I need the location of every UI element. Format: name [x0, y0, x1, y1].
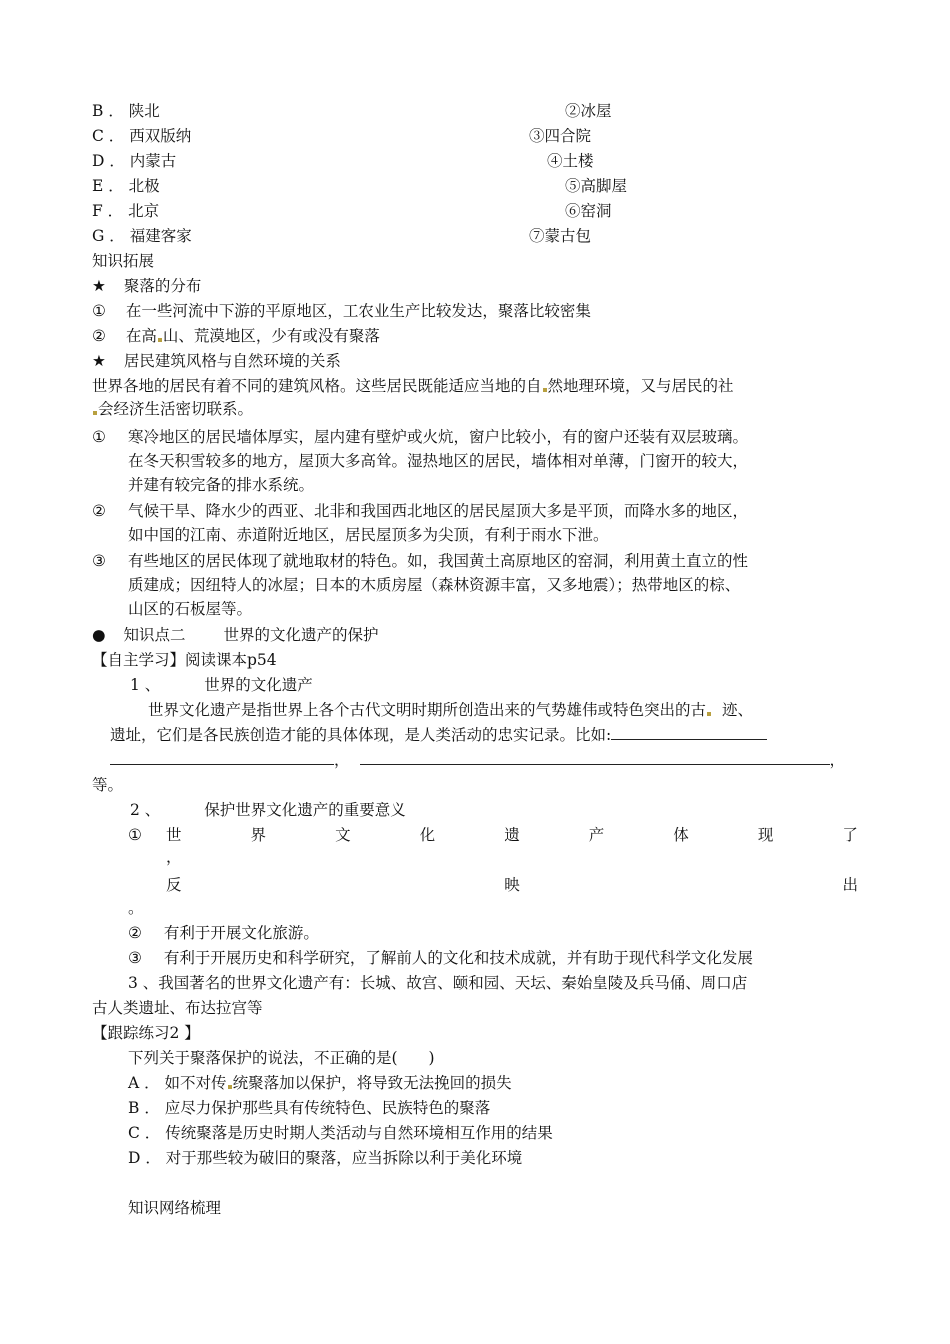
match-left-d: D ． 内蒙古	[92, 152, 177, 170]
s2-item-3	[128, 946, 753, 971]
spread-char: 体	[673, 826, 689, 844]
spread-char: 产	[588, 826, 605, 844]
s1-para-b: 迹、	[722, 701, 754, 719]
blank-answer-1[interactable]	[611, 725, 767, 740]
s2-heading	[130, 798, 406, 823]
blank-answer-3[interactable]	[360, 750, 830, 765]
intro-line-1	[92, 374, 734, 399]
practice-title: 【跟踪练习2 】	[92, 1024, 200, 1042]
match-left-c: C ． 西双版纳	[92, 127, 192, 145]
dot-mark	[543, 388, 547, 392]
blank-answer-2[interactable]	[110, 750, 326, 765]
heading-distribution	[92, 274, 201, 299]
dot-mark	[93, 411, 97, 415]
match-left-e: E ． 北极	[92, 177, 160, 195]
spread-char: 了	[842, 826, 858, 844]
blank-answer-2b	[326, 750, 334, 765]
heading-text: 居民建筑风格与自然环境的关系	[123, 352, 341, 370]
spread-char: 界	[250, 826, 267, 844]
spread-char: 反	[166, 876, 182, 894]
style-item-3-line-1: 有些地区的居民体现了就地取材的特色。如，我国黄土高原地区的窑洞，利用黄土直立的性	[128, 552, 749, 570]
option-d[interactable]: D ． 对于那些较为破旧的聚落，应当拆除以利于美化环境	[128, 1149, 523, 1167]
option-a-text-b: 统聚落加以保护，将导致无法挽回的损失	[232, 1074, 512, 1092]
bullet-icon: ●	[92, 626, 106, 644]
style-item-3-num: ③	[92, 552, 106, 570]
spread-char: 世	[166, 826, 182, 844]
s1-para-line-2	[110, 723, 767, 748]
style-item-2-line-2: 如中国的江南、赤道附近地区，居民屋顶多为尖顶，有利于雨水下泄。	[128, 526, 609, 544]
spread-char: 现	[757, 826, 774, 844]
s1-blanks-line	[110, 748, 845, 773]
spread-char: 化	[419, 826, 436, 844]
s2-item-1-line-2	[166, 873, 858, 898]
network-title: 知识网络梳理	[128, 1199, 222, 1217]
star-icon: ★	[92, 277, 106, 295]
kp2-title: 世界的文化遗产的保护	[223, 626, 379, 644]
style-item-3-line-2: 质建成；因纽特人的冰屋；日本的木质房屋（森林资源丰富，又多地震）；热带地区的棕、	[128, 576, 741, 594]
intro-line-2	[92, 397, 253, 422]
practice-question: 下列关于聚落保护的说法，不正确的是( )	[128, 1049, 435, 1067]
self-study-heading: 【自主学习】阅读课本p54	[92, 651, 277, 669]
match-right-7: ⑦蒙古包	[529, 227, 592, 245]
s1-para-c: 遗址，它们是各民族创造才能的具体体现，是人类活动的忠实记录。比如:	[110, 726, 612, 744]
item-number: ①	[92, 302, 106, 320]
s1-heading	[130, 673, 313, 698]
s3-line-2: 古人类遗址、布达拉宫等	[92, 999, 263, 1017]
star-icon: ★	[92, 352, 106, 370]
s2-title: 保护世界文化遗产的重要意义	[204, 801, 406, 819]
option-b[interactable]: B ． 应尽力保护那些具有传统特色、民族特色的聚落	[128, 1099, 491, 1117]
dist-item-2	[92, 324, 380, 349]
match-left-b: B ． 陕北	[92, 102, 160, 120]
comma: ，	[334, 751, 350, 769]
s2-item-1-comma: ，	[166, 848, 182, 866]
comma: ，	[829, 751, 846, 769]
style-item-2-line-1: 气候干旱、降水少的西亚、北非和我国西北地区的居民屋顶大多是平顶，而降水多的地区，	[128, 502, 749, 520]
intro-text-b: 然地理环境，又与居民的社	[547, 377, 734, 395]
option-c[interactable]: C ． 传统聚落是历史时期人类活动与自然环境相互作用的结果	[128, 1124, 553, 1142]
style-item-1-num: ①	[92, 428, 106, 446]
item-number: ②	[92, 327, 106, 345]
match-right-6: ⑥窑洞	[565, 202, 612, 220]
s1-title: 世界的文化遗产	[204, 676, 313, 694]
section-title-ext: 知识拓展	[92, 252, 155, 270]
intro-text-c: 会经济生活密切联系。	[98, 400, 254, 418]
dot-mark	[228, 1085, 232, 1089]
style-item-1-line-2: 在冬天积雪较多的地方，屋顶大多高耸。湿热地区的居民，墙体相对单薄，门窗开的较大，	[128, 452, 749, 470]
style-item-2-num: ②	[92, 502, 106, 520]
intro-text-a: 世界各地的居民有着不同的建筑风格。这些居民既能适应当地的自	[92, 377, 542, 395]
s2-item-1-line-1	[166, 823, 858, 848]
match-left-f: F ． 北京	[92, 202, 160, 220]
option-a-text-a: A ． 如不对传	[128, 1074, 227, 1092]
style-item-1-line-1: 寒冷地区的居民墙体厚实，屋内建有壁炉或火炕，窗户比较小，有的窗户还装有双层玻璃。	[128, 428, 749, 446]
s2-number: 2 、	[130, 801, 161, 819]
dist-item-1	[92, 299, 591, 324]
option-a[interactable]	[128, 1071, 512, 1096]
item-number: ③	[128, 949, 142, 967]
style-item-1-line-3: 并建有较完备的排水系统。	[128, 476, 315, 494]
s1-etc: 等。	[92, 776, 124, 794]
match-right-4: ④土楼	[547, 152, 594, 170]
item-text-a: 在高	[125, 327, 157, 345]
item-text: 有利于开展文化旅游。	[163, 924, 319, 942]
s1-para-line-1	[148, 698, 753, 723]
item-text-b: 山、荒漠地区，少有或没有聚落	[162, 327, 380, 345]
spread-char: 出	[842, 876, 858, 894]
style-item-3-line-3: 山区的石板屋等。	[128, 600, 253, 618]
s2-item-2	[128, 921, 319, 946]
dot-mark	[707, 712, 711, 716]
spread-char: 文	[335, 826, 351, 844]
match-right-5: ⑤高脚屋	[565, 177, 628, 195]
s2-item-1-end: 。	[128, 899, 144, 917]
heading-style	[92, 349, 341, 374]
spread-char: 映	[504, 876, 520, 894]
item-text: 在一些河流中下游的平原地区，工农业生产比较发达，聚落比较密集	[125, 302, 591, 320]
s1-para-a: 世界文化遗产是指世界上各个古代文明时期所创造出来的气势雄伟或特色突出的古	[148, 701, 707, 719]
spread-char: 遗	[504, 826, 520, 844]
dot-mark	[158, 338, 162, 342]
match-right-3: ③四合院	[529, 127, 592, 145]
item-number: ②	[128, 924, 142, 942]
item-text: 有利于开展历史和科学研究，了解前人的文化和技术成就，并有助于现代科学文化发展	[163, 949, 753, 967]
match-right-2: ②冰屋	[565, 102, 612, 120]
s1-number: 1 、	[130, 676, 161, 694]
heading-text: 聚落的分布	[123, 277, 202, 295]
kp2-label: 知识点二	[123, 626, 186, 644]
match-left-g: G ． 福建客家	[92, 227, 192, 245]
s2-item-1-num: ①	[128, 826, 142, 844]
s3-line-1: 3 、我国著名的世界文化遗产有：长城、故宫、颐和园、天坛、秦始皇陵及兵马俑、周口店	[128, 974, 748, 992]
kp2-heading	[92, 623, 379, 648]
